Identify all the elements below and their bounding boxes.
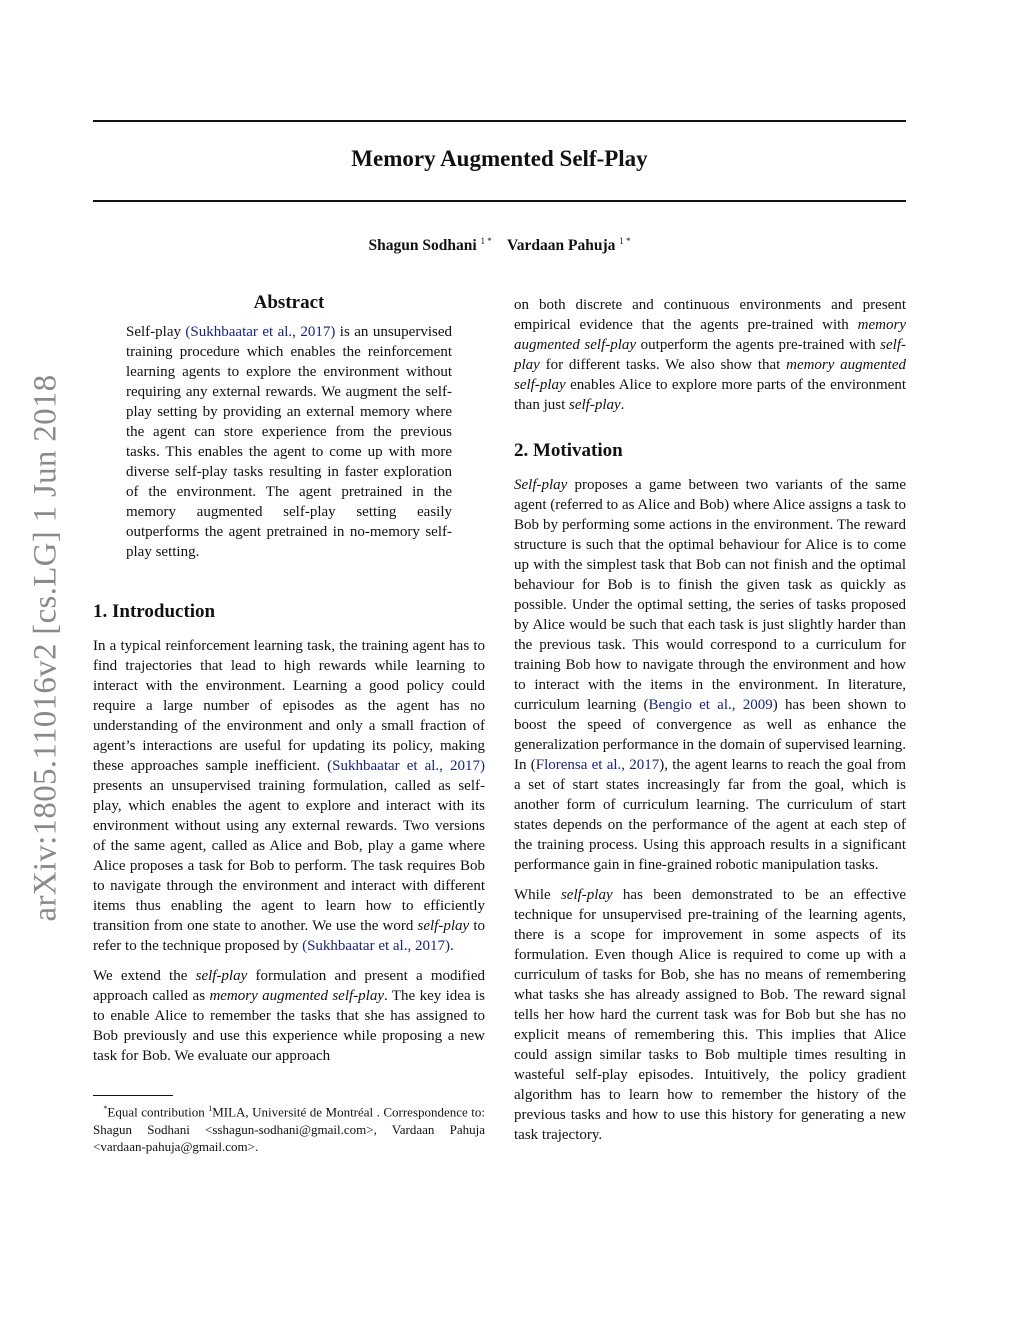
abstract-text: Self-play (Sukhbaatar et al., 2017) is an unsupervised training procedure which enables the reinforcement learning agents to explore the environment without requiring any external rewards. We augment the self-play setting by providing an external memory where the agent can store experience from the previous tasks. This enables the agent to come up with more diverse self-play tasks resulting in faster exploration of the environment. The agent pretrained in the memory augmented self-play setting easily outperforms the agent pretrained in no-memory self-play setting. (126, 324, 452, 560)
abstract-heading: Abstract (253, 292, 325, 313)
paragraph: In a typical reinforcement learning task, the training agent has to find trajectories that lead to high rewards while learning to interact with the environment. Learning a good policy could require a large number of episodes as the agent has no understanding of the environment and only a small fraction of agent’s interactions are useful for updating its policy, making these approaches sample inefficient. (Sukhbaatar et al., 2017) presents an unsupervised training formulation, called as self-play, which enables the agent to explore and interact with its environment without using any external rewards. Two versions of the same agent, called as Alice and Bob, play a game where Alice proposes a task for Bob to perform. The task requires Bob to navigate through the environment and interact with different items thus enabling the agent to learn how to efficiently transition from one state to another. We use the word self-play to refer to the technique proposed by (Sukhbaatar et al., 2017). (93, 638, 485, 954)
author-name: Vardaan Pahuja (507, 237, 616, 255)
citation-link[interactable]: (Sukhbaatar et al., 2017) (185, 324, 336, 340)
arxiv-identifier: arXiv:1805.11016v2 [cs.LG] 1 Jun 2018 (27, 374, 64, 922)
introduction-section (93, 601, 485, 623)
paragraph: While self-play has been demonstrated to be an effective technique for unsupervised pre-training of the learning agents, there is a scope for improvement in some aspects of its formulation. Even though Alice is required to come up with a curriculum of tasks for Bob, she has no means of remembering what tasks she has already assigned to Bob. The reward signal tells her how hard the current task was for Bob but she has no explicit means of remembering this. This implies that Alice could assign similar tasks to Bob multiple times resulting in wasteful self-play episodes. Intuitively, the policy gradient algorithm has to learn how to remember the history of the previous tasks and how to use this history for generating a new task trajectory. (514, 887, 906, 1143)
motivation-section (514, 440, 906, 462)
motivation-body (514, 475, 906, 1145)
citation-link[interactable]: Bengio et al., 2009 (648, 697, 773, 713)
title-bottom-rule (93, 200, 906, 202)
paper-title: Memory Augmented Self-Play (351, 146, 648, 171)
section-heading: 1. Introduction (93, 601, 216, 622)
footnote: *Equal contribution $^1$MILA, Université de Montréal . Correspondence to: Shagun Sodhani <sshagun-sodhani@gmail.com>, Vardaan Pahuja <vardaan-pahuja@gmail.com>. (93, 1104, 486, 1155)
author-name: Shagun Sodhani (368, 237, 477, 255)
paragraph: on both discrete and continuous environments and present empirical evidence that the agents pre-trained with memory augmented self-play outperform the agents pre-trained with self-play for different tasks. We also show that memory augmented self-play enables Alice to explore more parts of the environment than just self-play. (514, 297, 906, 413)
introduction-body (93, 636, 485, 1066)
author-affiliation-mark: 1 * (480, 236, 492, 246)
footnote-rule (93, 1095, 173, 1096)
paragraph: Self-play proposes a game between two variants of the same agent (referred to as Alice and Bob) where Alice assigns a task to Bob by performing some actions in the environment. The reward structure is such that the optimal behaviour for Alice is to come up with the simplest task that Bob can not finish and the optimal behaviour for Bob is to finish the given task as quickly as possible. Under the optimal setting, the series of tasks proposed by Alice would be such that each task is just slightly harder than the previous task. This would correspond to a curriculum for training Bob how to navigate through the environment and how to interact with the items in the environment. In literature, curriculum learning (Bengio et al., 2009) has been shown to boost the speed of convergence as well as enhance the generalization performance in the domain of supervised learning. In (Florensa et al., 2017), the agent learns to reach the goal from a set of start states increasingly far from the goal, which is another form of curriculum learning. The curriculum of start states depends on the performance of the agent at each step of the training process. Using this approach results in a significant performance gain in fine-grained robotic manipulation tasks. (514, 477, 906, 873)
section-heading: 2. Motivation (514, 440, 623, 461)
citation-link[interactable]: Florensa et al., 2017 (535, 757, 660, 773)
citation-link[interactable]: (Sukhbaatar et al., 2017) (327, 758, 485, 774)
author-list (93, 236, 906, 255)
author-affiliation-mark: 1 * (619, 236, 631, 246)
title-top-rule (93, 120, 906, 122)
right-column-continuation (514, 295, 906, 415)
paragraph: We extend the self-play formulation and present a modified approach called as memory augmented self-play. The key idea is to enable Alice to remember the tasks that she has assigned to Bob previously and use this experience while proposing a new task for Bob. We evaluate our approach (93, 968, 485, 1064)
citation-link[interactable]: (Sukhbaatar et al., 2017) (302, 938, 450, 954)
